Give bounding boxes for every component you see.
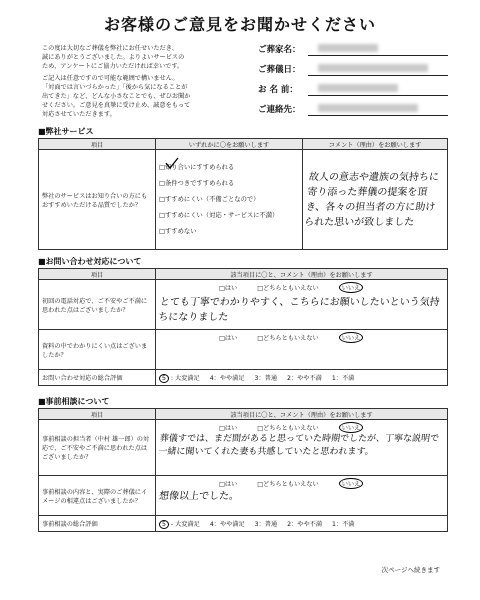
inquiry-eval-label: お問い合わせ対応の総合評価 bbox=[39, 370, 156, 386]
eval-4[interactable]: 4：やや満足 bbox=[209, 520, 245, 528]
header-item: 項目 bbox=[39, 269, 156, 280]
checkmark-icon bbox=[165, 157, 179, 169]
inquiry-question-2: 資料の中でわかりにくい点はございましたか？ bbox=[39, 330, 156, 370]
intro-line: せください。ご意見を真摯に受け止め、誠意をもって bbox=[42, 102, 191, 109]
choice-row bbox=[159, 422, 444, 433]
eval-1[interactable]: 1：不満 bbox=[331, 374, 355, 382]
eval-1[interactable]: 1：不満 bbox=[331, 520, 355, 528]
option-not-recommend[interactable]: □すすめない bbox=[159, 227, 197, 235]
funeral-date-field[interactable] bbox=[258, 63, 448, 77]
redacted-value bbox=[318, 84, 398, 92]
choice-yes[interactable]: □はい bbox=[219, 481, 238, 488]
funeral-date-label: ご葬儀日： bbox=[258, 65, 301, 75]
choice-row bbox=[159, 478, 444, 489]
consult-question-1: 事前相談の担当者（中村 雄一郎）の対応で、ご不安やご不満に思われた点はございましたか？ bbox=[39, 420, 156, 476]
eval-4[interactable]: 4：やや満足 bbox=[209, 374, 245, 382]
header-comment: コメント（理由）をお願いします bbox=[303, 139, 448, 150]
option-hard-prep[interactable]: □すすめにくい（不備ごとなので） bbox=[159, 195, 260, 203]
intro-line: 出てきた」など、どんな小さなことでも、ぜひお聞か bbox=[42, 93, 191, 100]
redacted-value bbox=[318, 44, 378, 52]
service-comment[interactable]: 故人の意志や遺族の気持ちに寄り添った葬儀の提案を頂き、各々の担当者の方に助けられた思いが致しました bbox=[297, 150, 453, 250]
consult-answer-1[interactable] bbox=[156, 420, 448, 476]
intro-line: この度は大切なご葬儀を弊社にお任せいただき、 bbox=[42, 45, 178, 52]
contact-field[interactable] bbox=[258, 103, 448, 117]
name-field[interactable] bbox=[258, 83, 448, 97]
service-question: 弊社のサービスはお知り合いの方にもおすすめいただける品質でしたか？ bbox=[39, 150, 156, 250]
eval-3[interactable]: 3：普通 bbox=[254, 520, 278, 528]
consult-eval[interactable] bbox=[156, 516, 448, 532]
eval-5-label: : 大変満足 bbox=[170, 374, 200, 382]
next-page-note: 次ページへ続きます bbox=[381, 566, 440, 574]
choice-no-circled[interactable]: いいえ bbox=[339, 422, 364, 433]
intro-line: 誠にありがとうございました。よりよいサービスの bbox=[42, 54, 185, 61]
choice-row bbox=[159, 282, 444, 293]
intro-text bbox=[42, 44, 252, 119]
inquiry-answer-2[interactable] bbox=[156, 330, 448, 370]
section-consult-title: ■事前相談について bbox=[38, 397, 110, 406]
eval-3[interactable]: 3：普通 bbox=[254, 374, 278, 382]
name-label: お 名 前： bbox=[258, 85, 298, 95]
choice-yes[interactable]: □はい bbox=[219, 335, 238, 342]
inquiry-comment-1[interactable]: とても丁寧でわかりやすく、こちらにお願いしたいという気持ちになりました bbox=[157, 297, 441, 323]
option-hard-service[interactable]: □すすめにくい（対応・サービスに不満） bbox=[159, 211, 279, 219]
choice-yes[interactable]: □はい bbox=[219, 425, 238, 432]
header-answer: 該当項目に〇と、コメント（理由）をお願いします bbox=[156, 269, 448, 280]
choice-no-circled[interactable]: いいえ bbox=[339, 282, 364, 293]
intro-line: ご記入は任意ですので可能な範囲で構いません。 bbox=[42, 75, 179, 82]
inquiry-table bbox=[38, 268, 448, 386]
header-item: 項目 bbox=[39, 409, 156, 420]
page-title: お客様のご意見をお聞かせください bbox=[103, 15, 376, 34]
option-recommend[interactable]: □知り合いにすすめられる bbox=[159, 163, 235, 171]
choice-row bbox=[159, 332, 444, 343]
redacted-value bbox=[318, 104, 418, 112]
eval-2[interactable]: 2：やや不満 bbox=[287, 520, 323, 528]
choice-neutral[interactable]: □どちらともいえない bbox=[257, 481, 319, 488]
eval-5-circled[interactable]: 5 bbox=[159, 520, 169, 529]
choice-neutral[interactable]: □どちらともいえない bbox=[257, 335, 319, 342]
consult-eval-label: 事前相談の総合評価 bbox=[39, 516, 156, 532]
eval-5-circled[interactable]: 5 bbox=[159, 374, 169, 383]
header-answer: 該当項目に〇と、コメント（理由）をお願いします bbox=[156, 409, 448, 420]
choice-yes[interactable]: □はい bbox=[219, 285, 238, 292]
choice-no-circled[interactable]: いいえ bbox=[339, 478, 364, 489]
intro-line: 「対面では言いづらかった」「後から気になることが bbox=[42, 84, 188, 91]
eval-5-label: - 大変満足 bbox=[170, 520, 200, 528]
inquiry-eval[interactable] bbox=[156, 370, 448, 386]
consult-comment-2[interactable]: 想像以上でした。 bbox=[158, 491, 240, 502]
choice-neutral[interactable]: □どちらともいえない bbox=[257, 285, 319, 292]
section-inquiry-title: ■お問い合わせ対応について bbox=[38, 257, 142, 266]
contact-label: ご連絡先： bbox=[258, 105, 301, 115]
eval-2[interactable]: 2：やや不満 bbox=[287, 374, 322, 382]
family-name-field[interactable] bbox=[258, 43, 448, 57]
choice-no-circled[interactable]: いいえ bbox=[339, 332, 364, 343]
service-table bbox=[38, 138, 448, 250]
header-item: 項目 bbox=[39, 139, 156, 150]
consult-comment-1[interactable]: 葬儀すでは、まだ間があると思っていた時期でしたが、丁寧な説明で一緒に聞いてくれた妻も共感していたと思われます。 bbox=[157, 434, 440, 457]
consult-answer-2[interactable] bbox=[156, 476, 448, 516]
intro-line: 対応させていただきます。 bbox=[42, 111, 116, 118]
header-choice: いずれかに〇をお願いします bbox=[156, 139, 303, 150]
family-name-label: ご葬家名： bbox=[258, 45, 301, 55]
intro-line: ため、アンケートにご協力いただければ幸いです。 bbox=[42, 63, 184, 70]
section-service-title: ■弊社サービス bbox=[38, 127, 94, 136]
redacted-value bbox=[318, 64, 428, 72]
inquiry-answer-1[interactable] bbox=[156, 280, 448, 330]
choice-neutral[interactable]: □どちらともいえない bbox=[257, 425, 319, 432]
consult-question-2: 事前相談の内容と、実際のご葬儀にイメージの相違点はございましたか？ bbox=[39, 476, 156, 516]
consult-table bbox=[38, 408, 448, 532]
option-conditional[interactable]: □条件つきですすめられる bbox=[159, 179, 235, 187]
inquiry-question-1: 初回の電話対応で、ご不安やご不満に思われた点はございましたか？ bbox=[39, 280, 156, 330]
